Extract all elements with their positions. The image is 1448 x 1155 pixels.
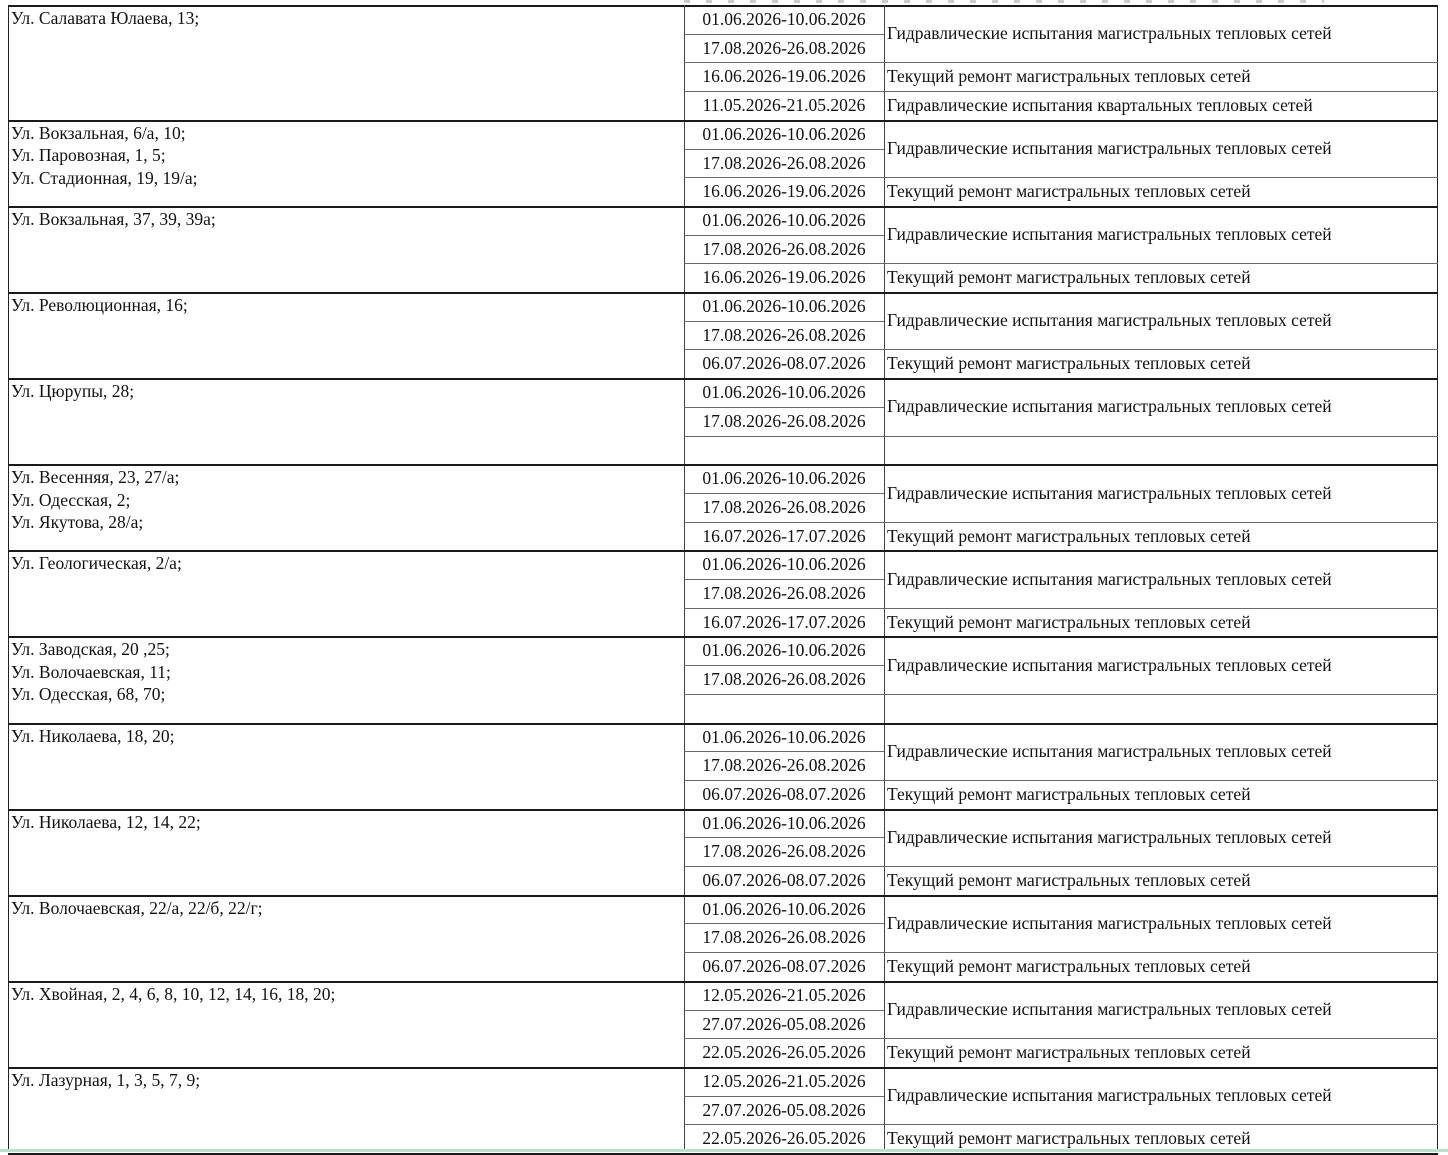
row-divider — [684, 780, 1438, 781]
date-cell: 06.07.2026-08.07.2026 — [702, 353, 866, 374]
work-type-cell: Гидравлические испытания магистральных тепловых сетей — [887, 999, 1332, 1020]
address-cell: Ул. Николаева, 12, 14, 22; — [11, 811, 201, 832]
date-cell: 06.07.2026-08.07.2026 — [702, 956, 866, 977]
address-cell: Ул. Вокзальная, 37, 39, 39а; — [11, 208, 216, 229]
date-cell: 01.06.2026-10.06.2026 — [702, 640, 866, 661]
row-divider — [684, 952, 1438, 953]
work-type-cell: Текущий ремонт магистральных тепловых сетей — [887, 353, 1251, 374]
row-divider — [684, 62, 1438, 63]
row-divider — [684, 694, 1438, 695]
date-cell: 01.06.2026-10.06.2026 — [702, 9, 866, 29]
work-type-cell: Текущий ремонт магистральных тепловых сетей — [887, 181, 1251, 202]
address-cell: Ул. Весенняя, 23, 27/а; Ул. Одесская, 2; Ул. Якутова, 28/а; — [11, 467, 180, 533]
work-type-cell: Гидравлические испытания магистральных тепловых сетей — [887, 826, 1332, 847]
date-cell: 01.06.2026-10.06.2026 — [702, 382, 866, 403]
row-divider — [684, 177, 1438, 178]
date-cell: 16.07.2026-17.07.2026 — [702, 525, 866, 546]
date-cell: 17.08.2026-26.08.2026 — [702, 927, 866, 948]
work-type-cell: Гидравлические испытания магистральных тепловых сетей — [887, 224, 1332, 245]
date-cell: 27.07.2026-05.08.2026 — [702, 1013, 866, 1034]
work-type-cell: Гидравлические испытания магистральных тепловых сетей — [887, 482, 1332, 503]
date-cell: 11.05.2026-21.05.2026 — [702, 95, 866, 116]
date-cell: 16.06.2026-19.06.2026 — [702, 267, 866, 288]
date-cell: 22.05.2026-26.05.2026 — [702, 1042, 866, 1063]
work-type-cell: Гидравлические испытания магистральных тепловых сетей — [887, 913, 1332, 934]
date-cell: 17.08.2026-26.08.2026 — [702, 496, 866, 517]
address-cell: Ул. Геологическая, 2/а; — [11, 553, 182, 574]
work-type-cell: Гидравлические испытания магистральных тепловых сетей — [887, 396, 1332, 417]
date-cell: 01.06.2026-10.06.2026 — [702, 726, 866, 747]
address-cell: Ул. Лазурная, 1, 3, 5, 7, 9; — [11, 1069, 201, 1090]
cropped-previous-row — [684, 0, 1324, 3]
date-cell: 16.07.2026-17.07.2026 — [702, 611, 866, 632]
work-type-cell: Гидравлические испытания квартальных тепловых сетей — [887, 95, 1313, 116]
work-type-cell: Гидравлические испытания магистральных тепловых сетей — [887, 23, 1332, 44]
row-divider — [684, 91, 1438, 92]
work-type-cell: Текущий ремонт магистральных тепловых сетей — [887, 1128, 1251, 1149]
date-cell: 01.06.2026-10.06.2026 — [702, 209, 866, 230]
date-cell: 01.06.2026-10.06.2026 — [702, 554, 866, 575]
date-cell: 01.06.2026-10.06.2026 — [702, 812, 866, 833]
work-type-cell: Текущий ремонт магистральных тепловых сетей — [887, 66, 1251, 87]
date-cell: 17.08.2026-26.08.2026 — [702, 583, 866, 603]
work-type-cell: Текущий ремонт магистральных тепловых сетей — [887, 525, 1251, 546]
row-divider — [684, 665, 884, 666]
date-cell: 12.05.2026-21.05.2026 — [702, 984, 866, 1005]
work-type-cell: Текущий ремонт магистральных тепловых сетей — [887, 611, 1251, 632]
row-divider — [684, 866, 1438, 867]
row-divider — [684, 522, 1438, 523]
date-cell: 17.08.2026-26.08.2026 — [702, 324, 866, 345]
date-cell: 06.07.2026-08.07.2026 — [702, 870, 866, 890]
row-divider — [684, 579, 884, 580]
date-cell: 01.06.2026-10.06.2026 — [702, 898, 866, 919]
address-cell: Ул. Николаева, 18, 20; — [11, 725, 175, 746]
work-type-cell: Текущий ремонт магистральных тепловых сетей — [887, 783, 1251, 804]
row-divider — [684, 263, 1438, 264]
work-type-cell: Гидравлические испытания магистральных тепловых сетей — [887, 740, 1332, 761]
date-cell: 22.05.2026-26.05.2026 — [702, 1128, 866, 1149]
address-cell: Ул. Революционная, 16; — [11, 295, 188, 315]
row-divider — [684, 1124, 1438, 1125]
date-cell: 17.08.2026-26.08.2026 — [702, 238, 866, 259]
date-cell: 17.08.2026-26.08.2026 — [702, 755, 866, 776]
row-divider — [684, 34, 884, 35]
date-cell: 01.06.2026-10.06.2026 — [702, 123, 866, 144]
work-type-cell: Гидравлические испытания магистральных тепловых сетей — [887, 310, 1332, 331]
work-type-cell: Текущий ремонт магистральных тепловых сетей — [887, 956, 1251, 977]
date-cell: 06.07.2026-08.07.2026 — [702, 783, 866, 804]
address-cell: Ул. Вокзальная, 6/а, 10; Ул. Паровозная, 1, 5; Ул. Стадионная, 19, 19/а; — [11, 122, 198, 188]
work-type-cell: Гидравлические испытания магистральных тепловых сетей — [887, 138, 1332, 159]
address-cell: Ул. Волочаевская, 22/а, 22/б, 22/г; — [11, 897, 263, 918]
row-divider — [684, 1010, 884, 1011]
row-divider — [684, 923, 884, 924]
work-type-cell: Текущий ремонт магистральных тепловых сетей — [887, 1042, 1251, 1063]
row-divider — [684, 837, 884, 838]
work-type-cell: Гидравлические испытания магистральных тепловых сетей — [887, 568, 1332, 589]
row-divider — [684, 149, 884, 150]
row-divider — [684, 349, 1438, 350]
date-cell: 17.08.2026-26.08.2026 — [702, 669, 866, 690]
row-divider — [684, 407, 884, 408]
address-cell: Ул. Заводская, 20 ,25; Ул. Волочаевская, 11; Ул. Одесская, 68, 70; — [11, 639, 171, 705]
row-divider — [684, 608, 1438, 609]
date-cell: 17.08.2026-26.08.2026 — [702, 841, 866, 862]
work-type-cell: Гидравлические испытания магистральных тепловых сетей — [887, 654, 1332, 675]
date-cell: 01.06.2026-10.06.2026 — [702, 296, 866, 316]
row-divider — [684, 1096, 884, 1097]
date-cell: 17.08.2026-26.08.2026 — [702, 410, 866, 431]
address-cell: Ул. Салавата Юлаева, 13; — [11, 8, 200, 28]
work-type-cell: Текущий ремонт магистральных тепловых сетей — [887, 870, 1251, 890]
row-divider — [684, 1038, 1438, 1039]
date-cell: 01.06.2026-10.06.2026 — [702, 468, 866, 489]
date-cell: 17.08.2026-26.08.2026 — [702, 152, 866, 173]
date-cell: 12.05.2026-21.05.2026 — [702, 1070, 866, 1091]
date-cell: 16.06.2026-19.06.2026 — [702, 181, 866, 202]
row-divider — [684, 436, 1438, 437]
address-cell: Ул. Хвойная, 2, 4, 6, 8, 10, 12, 14, 16, 18, 20; — [11, 983, 336, 1004]
date-cell: 17.08.2026-26.08.2026 — [702, 37, 866, 58]
work-type-cell: Гидравлические испытания магистральных тепловых сетей — [887, 1085, 1332, 1106]
date-cell: 27.07.2026-05.08.2026 — [702, 1099, 866, 1120]
row-divider — [684, 235, 884, 236]
date-cell: 16.06.2026-19.06.2026 — [702, 66, 866, 87]
row-divider — [684, 493, 884, 494]
row-divider — [684, 751, 884, 752]
address-cell: Ул. Цюрупы, 28; — [11, 381, 135, 402]
work-type-cell: Текущий ремонт магистральных тепловых сетей — [887, 267, 1251, 288]
row-divider — [684, 321, 884, 322]
